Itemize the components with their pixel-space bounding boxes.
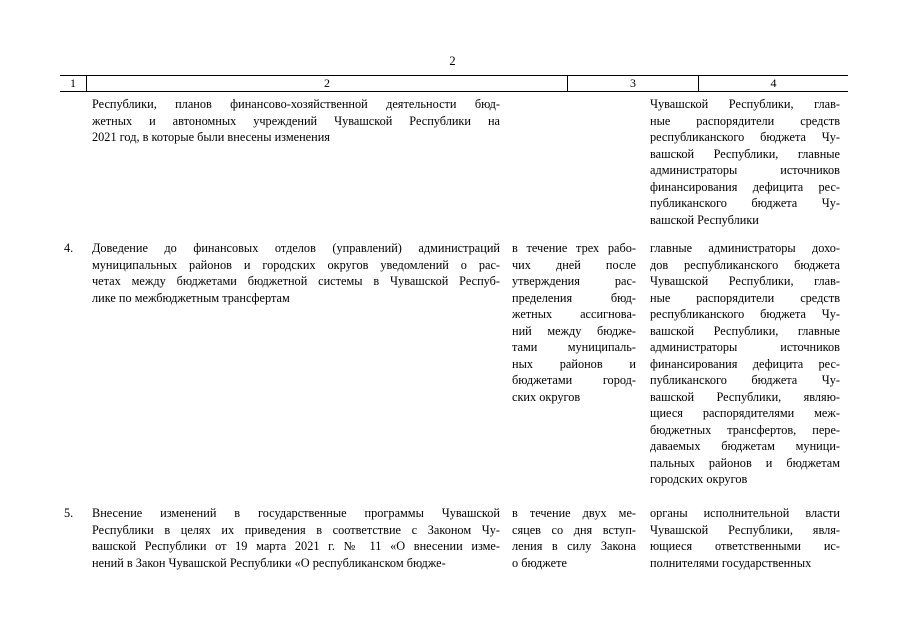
text-line: Чувашской Республики, глав- <box>650 97 840 111</box>
text-line: бюджетных трансфертов, пере- <box>650 422 840 437</box>
cell-col4 <box>650 505 840 571</box>
text-line: вашской Республики, являю- <box>650 389 840 404</box>
cell-col2 <box>92 96 500 146</box>
text-line: администраторы источников <box>650 163 840 177</box>
text-line: муниципальных районов и городских округов уведомлений о рас- <box>92 257 500 272</box>
cell-col4 <box>650 96 840 228</box>
text-line: Республики в целях их приведения в соответствие с Законом Чу- <box>92 522 500 537</box>
text-line: администраторы источников <box>650 340 840 354</box>
page-number: 2 <box>449 54 456 68</box>
row-number: 5. <box>64 506 74 520</box>
text-line: Внесение изменений в государственные программы Чувашской <box>92 506 500 520</box>
text-line: вашской Республики от 19 марта 2021 г. № 11 «О внесении изме- <box>92 539 500 553</box>
table-header <box>60 75 848 92</box>
text-line: полнителями государственных <box>650 555 812 570</box>
text-line: о бюджете <box>512 555 567 570</box>
header-col-2: 2 <box>87 76 568 91</box>
text-line: публиканского бюджета Чу- <box>650 196 840 210</box>
text-line: жетных ассигнова- <box>512 307 636 321</box>
text-line: пальных районов и бюджетам <box>650 455 840 470</box>
text-line: органы исполнительной власти <box>650 506 840 520</box>
text-line: республиканского бюджета Чу- <box>650 307 840 321</box>
text-line: 2021 год, в которые были внесены изменения <box>92 130 330 144</box>
text-line: сяцев со дня вступ- <box>512 522 636 537</box>
text-line: ные распорядители средств <box>650 290 840 305</box>
text-line: ных районов и <box>512 356 636 371</box>
cell-col3 <box>512 240 636 405</box>
text-line: в течение трех рабо- <box>512 241 636 255</box>
text-line: жетных и автономных учреждений Чувашской Республики на <box>92 113 500 128</box>
header-col-1: 1 <box>60 76 87 91</box>
text-line: лике по межбюджетным трансфертам <box>92 290 290 305</box>
cell-col4 <box>650 240 840 488</box>
text-line: вашской Республики <box>650 212 759 227</box>
text-line: даваемых бюджетам муници- <box>650 439 840 453</box>
text-line: ления в силу Закона <box>512 539 636 553</box>
text-line: ских округов <box>512 389 581 404</box>
text-line: финансирования дефицита рес- <box>650 179 840 194</box>
text-line: четах между бюджетами бюджетной системы в Чувашской Респуб- <box>92 274 500 288</box>
text-line: нений в Закон Чувашской Республики «О республиканском бюдже- <box>92 555 446 570</box>
text-line: финансирования дефицита рес- <box>650 356 840 371</box>
text-line: Чувашской Республики, глав- <box>650 274 840 288</box>
text-line: бюджетами город- <box>512 373 636 387</box>
text-line: утверждения рас- <box>512 274 636 288</box>
text-line: пределения бюд- <box>512 290 636 305</box>
row-number: 4. <box>64 241 74 255</box>
text-line: вашской Республики, главные <box>650 323 840 338</box>
cell-col2 <box>92 240 500 306</box>
text-line: ющиеся ответственными ис- <box>650 539 840 553</box>
cell-col2 <box>92 505 500 571</box>
cell-col3 <box>512 505 636 571</box>
text-line: Чувашской Республики, явля- <box>650 522 840 537</box>
text-line: дов республиканского бюджета <box>650 257 840 272</box>
text-line: ний между бюдже- <box>512 323 636 338</box>
text-line: главные администраторы дохо- <box>650 241 840 255</box>
text-line: Доведение до финансовых отделов (управлений) администраций <box>92 241 500 255</box>
text-line: вашской Республики, главные <box>650 146 840 161</box>
text-line: щиеся распорядителями меж- <box>650 406 840 420</box>
text-line: чих дней после <box>512 257 636 272</box>
text-line: городских округов <box>650 472 748 486</box>
text-line: публиканского бюджета Чу- <box>650 373 840 387</box>
text-line: ные распорядители средств <box>650 113 840 128</box>
header-col-3: 3 <box>568 76 699 91</box>
header-col-4: 4 <box>770 76 777 90</box>
text-line: в течение двух ме- <box>512 506 636 520</box>
text-line: республиканского бюджета Чу- <box>650 130 840 144</box>
text-line: тами муниципаль- <box>512 340 636 354</box>
text-line: Республики, планов финансово-хозяйственной деятельности бюд- <box>92 97 500 111</box>
